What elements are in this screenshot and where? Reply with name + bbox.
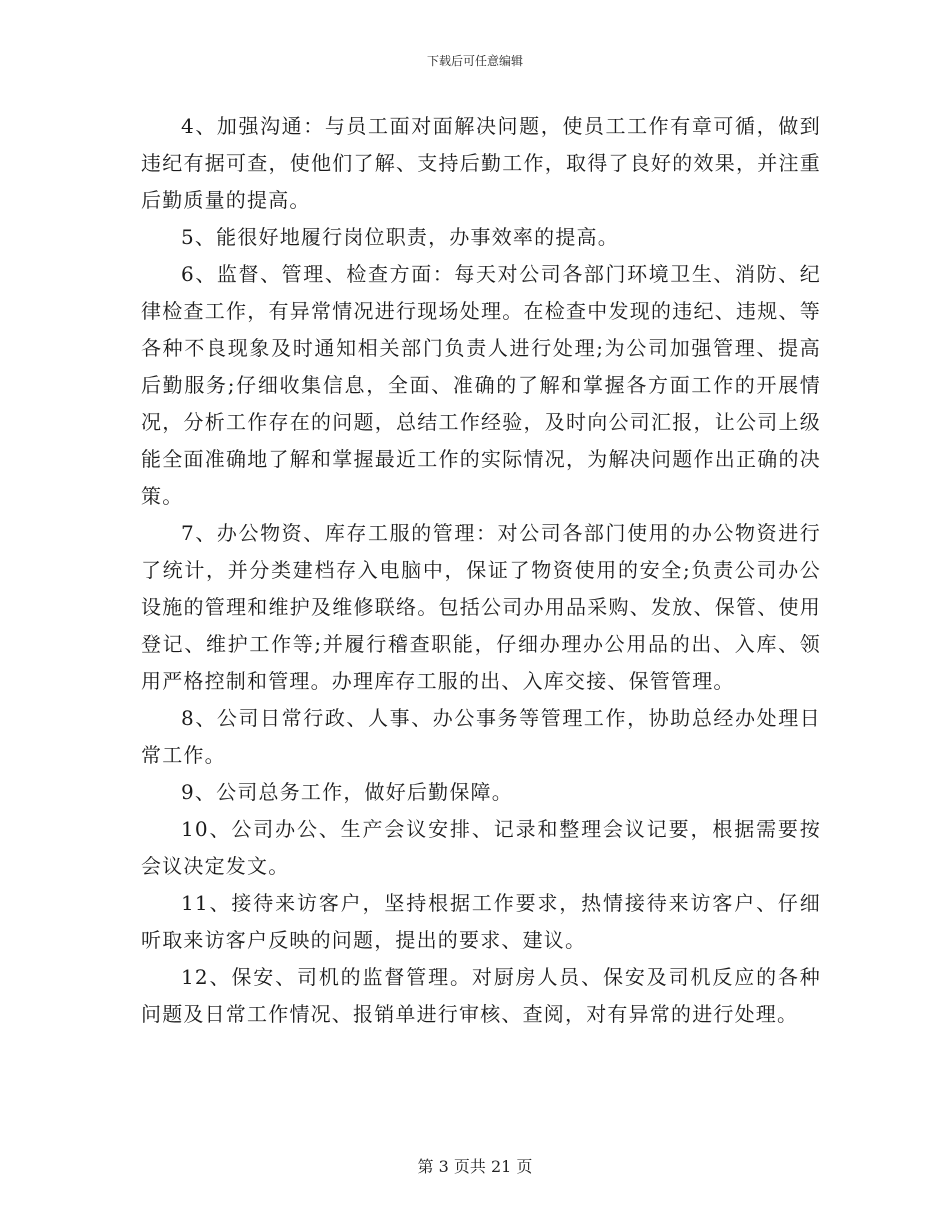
page-number: 第 3 页共 21 页: [417, 1157, 533, 1176]
paragraph-item-9: 9、公司总务工作，做好后勤保障。: [181, 780, 513, 804]
paragraph-item-11: 11、接待来访客户，坚持根据工作要求，热情接待来访客户、仔细听取来访客户反映的问题，提出的要求、建议。: [141, 891, 821, 952]
document-body: [141, 108, 821, 1033]
paragraph-item-5: 5、能很好地履行岗位职责，办事效率的提高。: [181, 225, 619, 249]
paragraph-item-12: 12、保安、司机的监督管理。对厨房人员、保安及司机反应的各种问题及日常工作情况、报销单进行审核、查阅，对有异常的进行处理。: [141, 965, 821, 1026]
paragraph-item-8: 8、公司日常行政、人事、办公事务等管理工作，协助总经办处理日常工作。: [141, 706, 821, 767]
paragraph-item-10: 10、公司办公、生产会议安排、记录和整理会议记要，根据需要按会议决定发文。: [141, 817, 821, 878]
paragraph-item-7: 7、办公物资、库存工服的管理：对公司各部门使用的办公物资进行了统计，并分类建档存入电脑中，保证了物资使用的安全;负责公司办公设施的管理和维护及维修联络。包括公司办用品采购、发放、保管、使用登记、维护工作等;并履行稽查职能，仔细办理办公用品的出、入库、领用严格控制和管理。办理库存工服的出、入库交接、保管管理。: [141, 521, 821, 693]
page-header-note: 下载后可任意编辑: [426, 54, 523, 68]
paragraph-item-6: 6、监督、管理、检查方面：每天对公司各部门环境卫生、消防、纪律检查工作，有异常情况进行现场处理。在检查中发现的违纪、违规、等各种不良现象及时通知相关部门负责人进行处理;为公司加强管理、提高后勤服务;仔细收集信息，全面、准确的了解和掌握各方面工作的开展情况，分析工作存在的问题，总结工作经验，及时向公司汇报，让公司上级能全面准确地了解和掌握最近工作的实际情况，为解决问题作出正确的决策。: [141, 262, 821, 508]
paragraph-item-4: 4、加强沟通：与员工面对面解决问题，使员工工作有章可循，做到违纪有据可查，使他们了解、支持后勤工作，取得了良好的效果，并注重后勤质量的提高。: [141, 114, 821, 212]
